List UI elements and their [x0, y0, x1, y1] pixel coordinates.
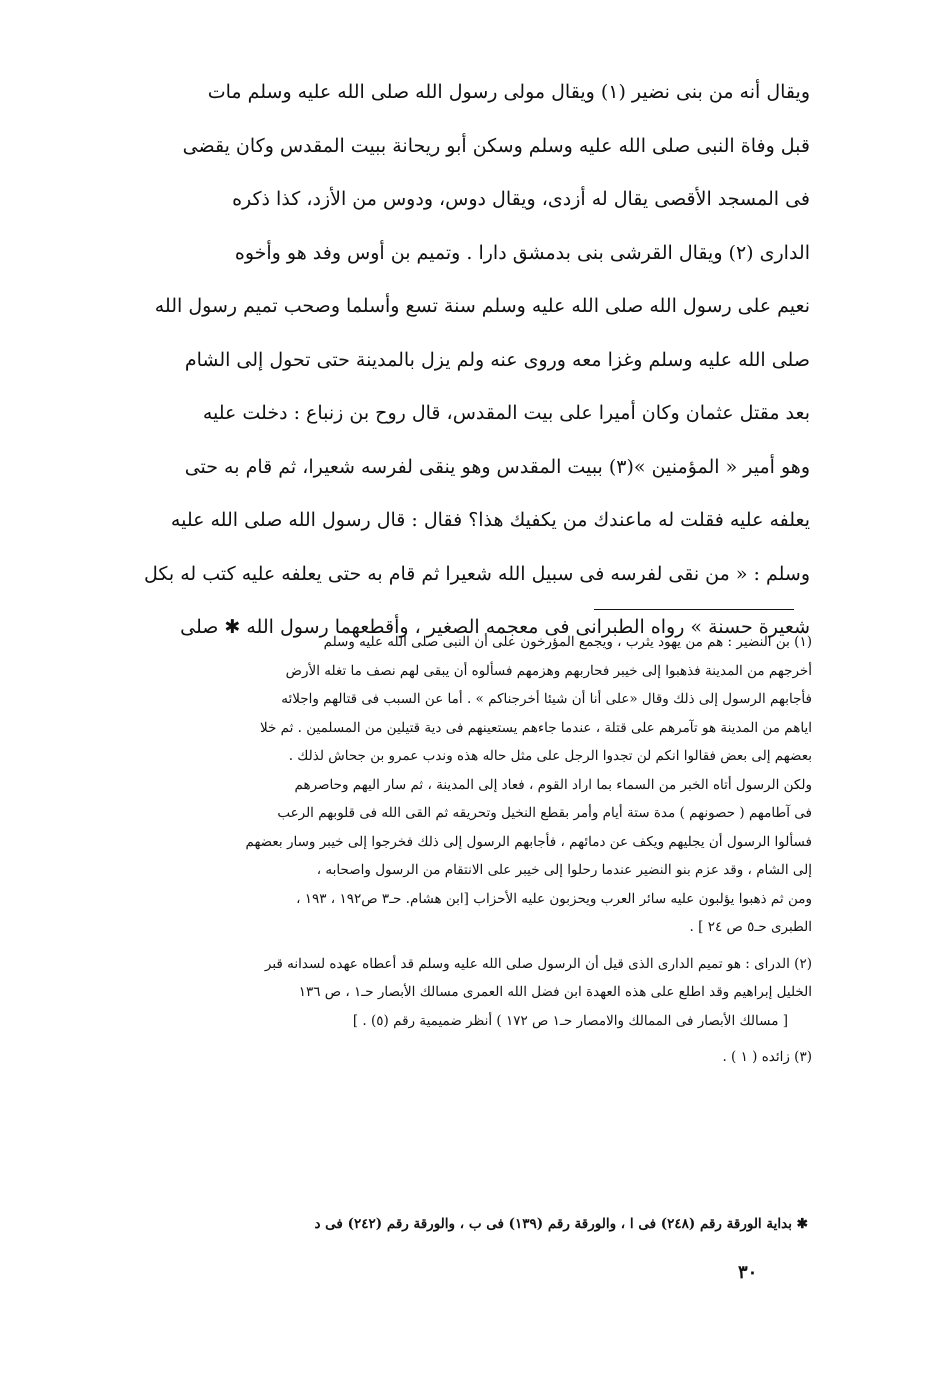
body-line: شعيرة حسنة » رواه الطبرانى فى معجمه الصغير ، وأقطعهما رسول الله ✱ صلى	[180, 616, 810, 638]
body-line: نعيم على رسول الله صلى الله عليه وسلم سنة تسع وأسلما وصحب تميم رسول الله	[154, 295, 810, 317]
page-number: ٣٠	[738, 1262, 758, 1283]
footnote-line: فى آطامهم ( حصونهم ) مدة ستة أيام وأمر بقطع النخيل وتحريقه ثم القى الله فى قلوبهم الرعب	[277, 805, 812, 821]
footnote-line: بعضهم إلى بعض فقالوا انكم لن تجدوا الرجل على مثل حاله هذه وندب عمرو بن جحاش لذلك .	[288, 748, 812, 764]
body-line: بعد مقتل عثمان وكان أميرا على بيت المقدس، قال روح بن زنباع : دخلت عليه	[202, 402, 810, 424]
footnote-spacer	[122, 1035, 812, 1043]
footnote-line: ومن ثم ذهبوا يؤلبون عليه سائر العرب ويحزبون عليه الأحزاب [ابن هشام. حـ٣ ص١٩٢ ، ١٩٣ ،	[296, 890, 812, 907]
footnote-line: (٢) الدراى : هو تميم الدارى الذى قيل أن الرسول صلى الله عليه وسلم قد أعطاه عهده لسدانه قبر	[264, 955, 812, 972]
footnotes-section	[122, 628, 812, 1072]
body-line: ويقال أنه من بنى نضير (١) ويقال مولى رسول الله صلى الله عليه وسلم مات	[207, 81, 810, 103]
footnote-spacer	[122, 942, 812, 950]
main-body-text	[130, 66, 810, 655]
footnote-line: الطبرى حـ٥ ص ٢٤ ] .	[689, 919, 812, 935]
body-line: يعلفه عليه فقلت له ماعندك من يكفيك هذا؟ فقال : قال رسول الله صلى الله عليه	[170, 509, 810, 531]
footnote-line: اياهم من المدينة هو تآمرهم على قتلة ، عندما جاءهم يستعينهم فى دية قتيلين من المسلمين . ثم خلا	[259, 719, 812, 736]
body-line: وهو أمير « المؤمنين »(٣) ببيت المقدس وهو ينقى لفرسه شعيرا، ثم قام به حتى	[184, 455, 810, 478]
footnote-3	[122, 1043, 812, 1072]
body-line: وسلم : « من نقى لفرسه فى سبيل الله شعيرا ثم قام به حتى يعلفه عليه كتب له بكل	[144, 562, 810, 585]
body-line: قبل وفاة النبى صلى الله عليه وسلم وسكن أبو ريحانة ببيت المقدس وكان يقضى	[182, 134, 810, 157]
footnote-line: إلى الشام ، وقد عزم بنو النضير عندما رحلوا إلى خيبر على الانتقام من الرسول واصحابه ،	[316, 862, 812, 878]
footnote-line: ولكن الرسول أتاه الخبر من السماء بما اراد القوم ، فعاد إلى المدينة ، ثم سار اليهم وحاصرهم	[294, 776, 812, 793]
body-line: فى المسجد الأقصى يقال له أزدى، ويقال دوس، ودوس من الأزد، كذا ذكره	[232, 188, 810, 210]
footnote-1	[122, 628, 812, 942]
footnote-line: (١) بن النضير : هم من يهود يثرب ، ويجمع المؤرخون على أن النبى صلى الله عليه وسلم	[323, 634, 812, 650]
body-line: الدارى (٢) ويقال القرشى بنى بدمشق دارا . وتميم بن أوس وفد هو وأخوه	[234, 241, 810, 264]
footnote-line: (٣) زائده ( ١ ) .	[722, 1049, 812, 1065]
body-line: صلى الله عليه وسلم وغزا معه وروى عنه ولم يزل بالمدينة حتى تحول إلى الشام	[184, 348, 810, 371]
folio-note: ✱ بداية الورقة رقم (٢٤٨) فى ا ، والورقة رقم (١٣٩) فى ب ، والورقة رقم (٢٤٢) فى د	[314, 1216, 808, 1232]
footnote-line: الخليل إبراهيم وقد اطلع على هذه العهدة ابن فضل الله العمرى مسالك الأبصار حـ١ ، ص ١٣٦	[298, 984, 812, 1000]
footnote-line: [ مسالك الأبصار فى الممالك والامصار حـ١ ص ١٧٢ ) أنظر ضميمية رقم (٥) . ]	[352, 1012, 788, 1029]
footnote-line: أخرجهم من المدينة فذهبوا إلى خيبر فحاربهم وهزمهم فسألوه أن يبقى لهم نصف ما تغله الأرض	[285, 662, 812, 679]
footnote-line: فأجابهم الرسول إلى ذلك وقال «على أنا أن شيئا أخرجناكم » . أما عن السبب فى قتالهم واجلائه	[281, 691, 812, 707]
footnote-2	[122, 950, 812, 1036]
footnote-line: فسألوا الرسول أن يجليهم ويكف عن دمائهم ، فأجابهم الرسول إلى ذلك فخرجوا إلى خيبر وسار بعضهم	[245, 833, 812, 850]
footnote-divider	[594, 609, 794, 610]
